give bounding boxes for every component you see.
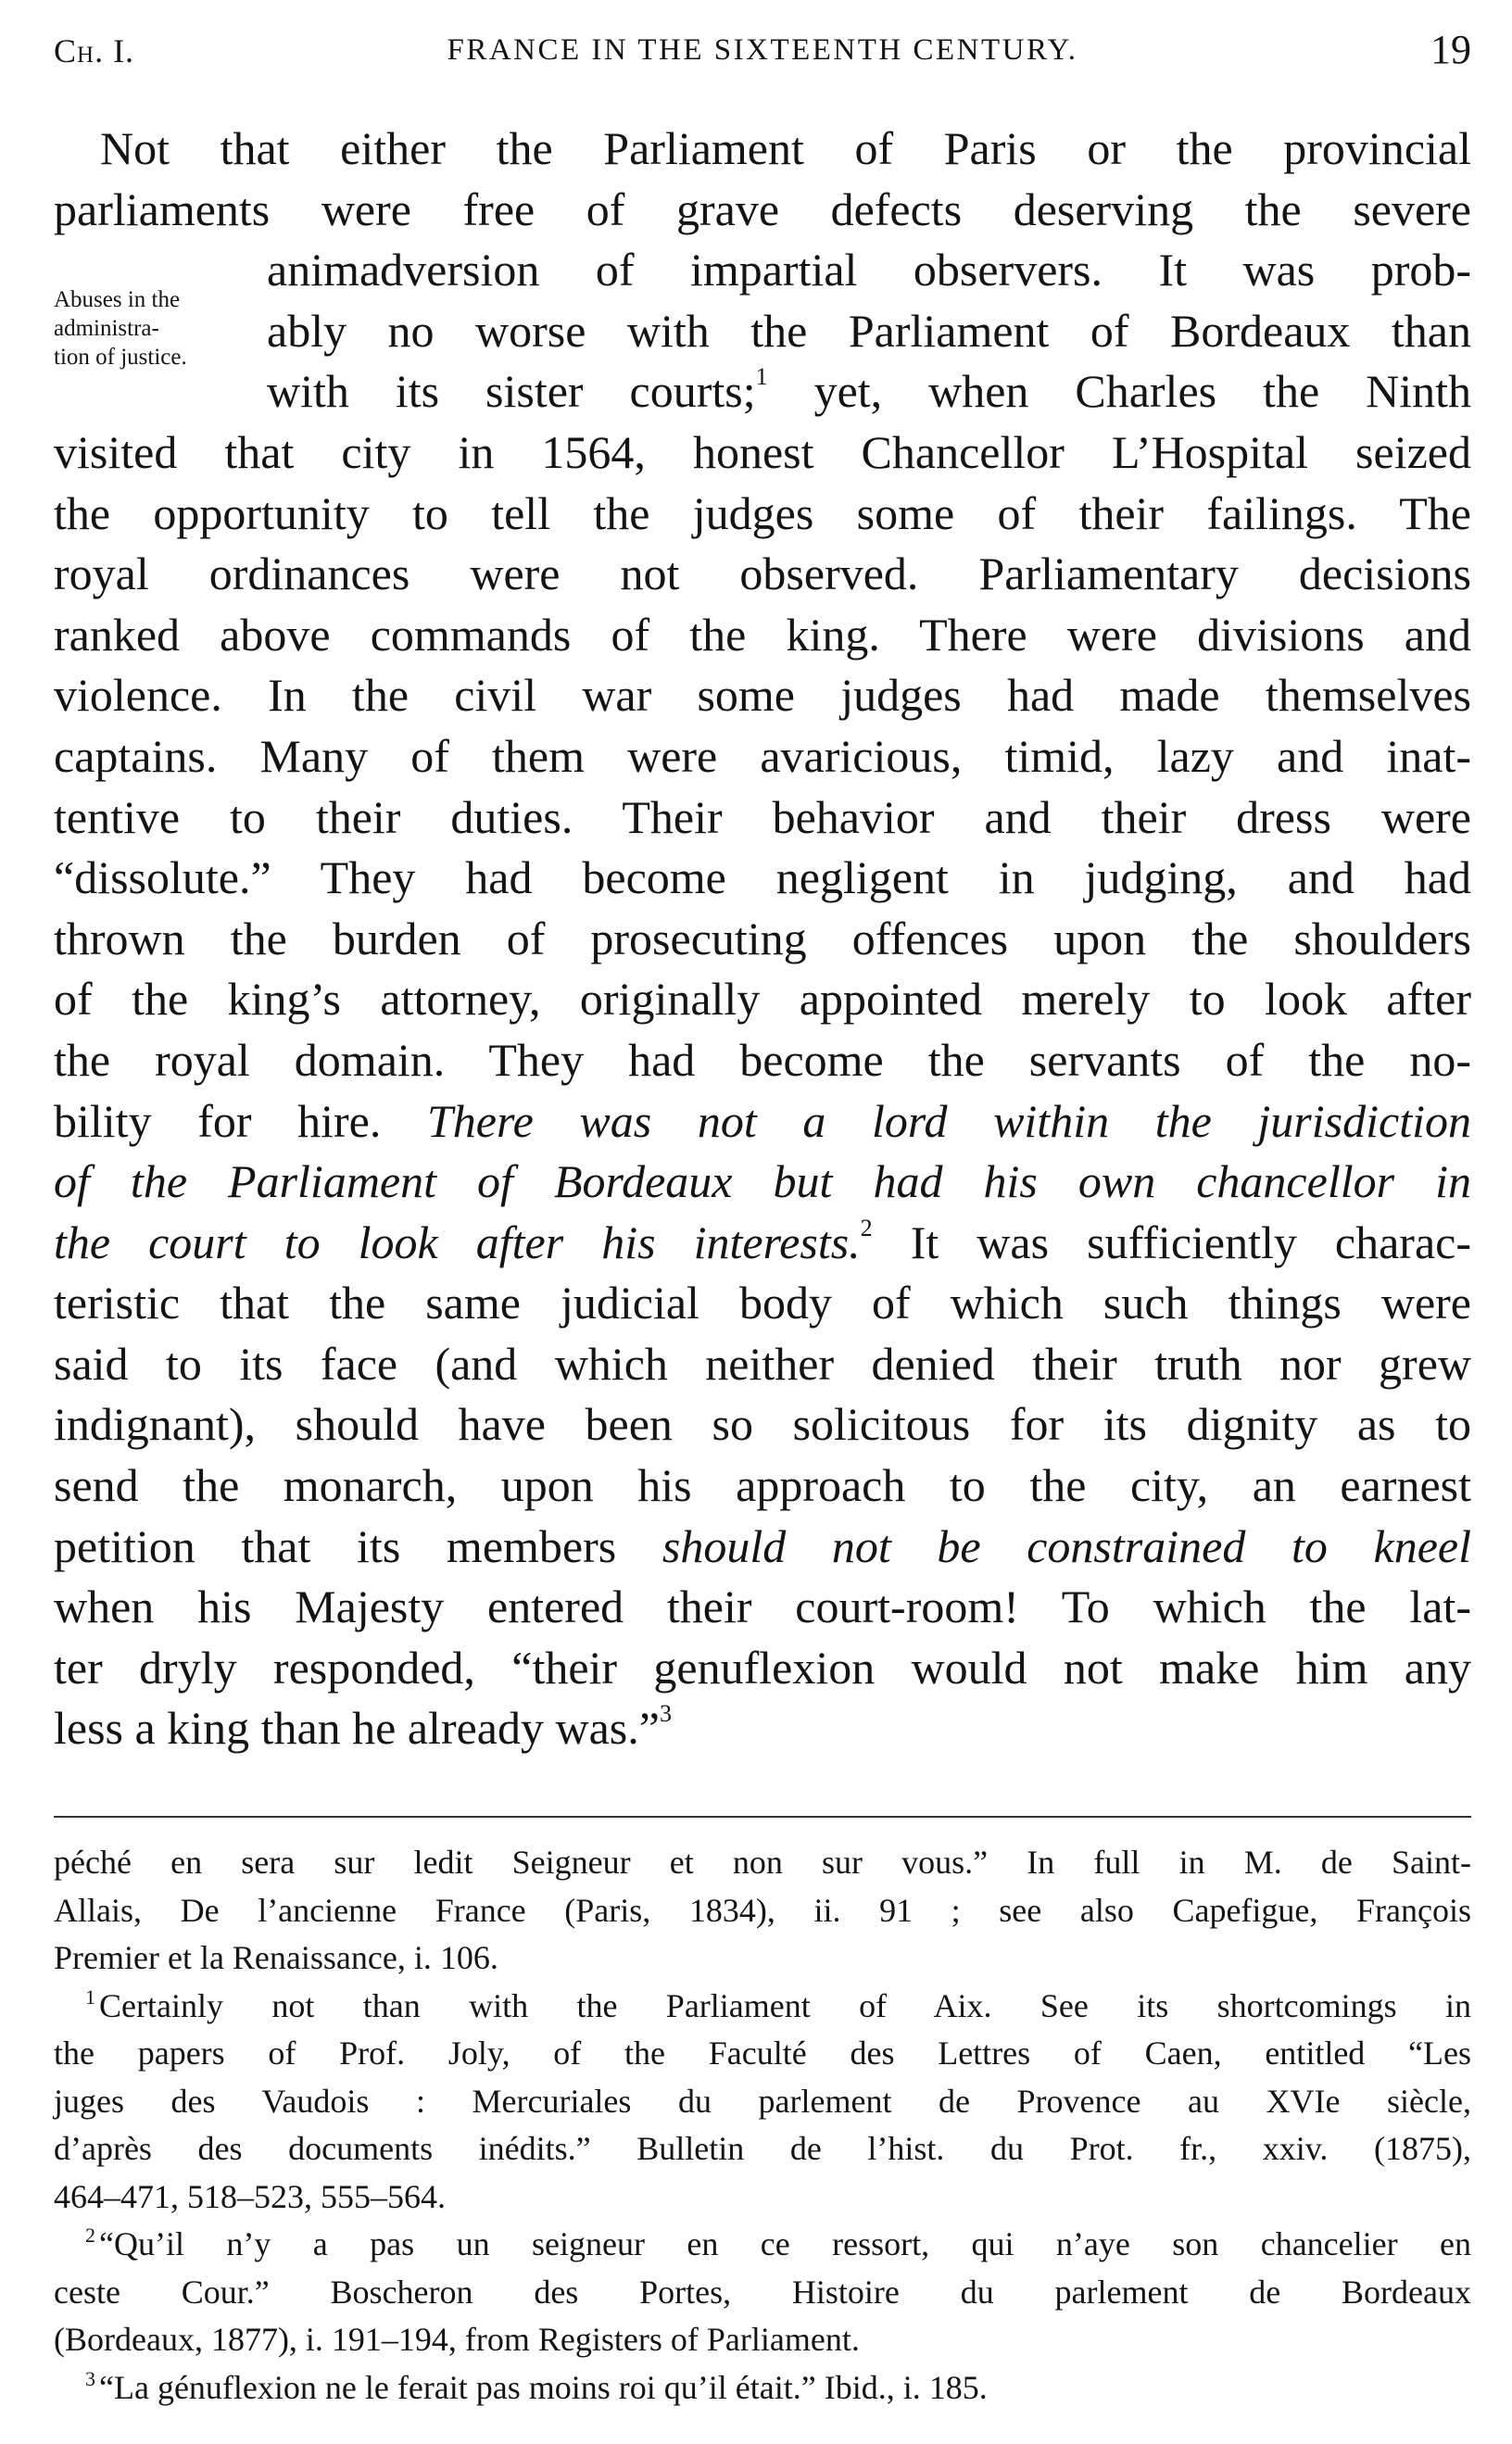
text-fragment: with its sister courts; — [267, 365, 756, 418]
text-line: “dissolute.” They had become negligent in judging, and had — [54, 851, 1471, 904]
text-line: violence. In the civil war some judges had made themselves — [54, 669, 1471, 722]
text-line — [54, 1091, 1471, 1153]
text-line: captains. Many of them were avaricious, timid, lazy and inat- — [54, 729, 1471, 782]
chapter-label: Ch. I. — [54, 32, 135, 69]
italic-fragment: the court to look after his interests. — [54, 1216, 861, 1268]
footnote-line: ceste Cour.” Boscheron des Portes, Histoire du parlement de Bordeaux — [54, 2273, 1471, 2311]
text-line: of the Parliament of Bordeaux but had his own chancellor in — [54, 1155, 1471, 1208]
footnote-marker: 2 — [85, 2224, 95, 2247]
text-line: ably no worse with the Parliament of Bordeaux than — [267, 304, 1471, 357]
text-line: ranked above commands of the king. There were divisions and — [54, 608, 1471, 661]
footnote-ref: 1 — [755, 363, 768, 391]
footnote-line: péché en sera sur ledit Seigneur et non sur vous.” In full in M. de Saint- — [54, 1844, 1471, 1881]
text-fragment: less a king than he already was.” — [54, 1702, 660, 1755]
text-line: the royal domain. They had become the servants of the no- — [54, 1033, 1471, 1086]
footnote-ref: 3 — [659, 1700, 672, 1728]
marginal-note-line: administra- — [54, 316, 159, 341]
text-fragment: It was sufficiently charac- — [872, 1216, 1471, 1268]
text-line: when his Majesty entered their court-room! To which the lat- — [54, 1581, 1471, 1633]
page-number: 19 — [1430, 27, 1471, 72]
text-line: the opportunity to tell the judges some of their failings. The — [54, 486, 1471, 539]
footnotes — [54, 1839, 1471, 2412]
footnote-marker: 3 — [85, 2366, 95, 2390]
text-line: teristic that the same judicial body of which such things were — [54, 1277, 1471, 1329]
text-line — [54, 1517, 1471, 1578]
footnote-text: Certainly not than with the Parliament of Aix. See its shortcomings in — [99, 1986, 1471, 2024]
footnote-text: “La génuflexion ne le ferait pas moins roi qu’il était.” Ibid., i. 185. — [99, 2368, 988, 2406]
running-head — [54, 26, 1471, 72]
text-line: Not that either the Parliament of Paris or the provincial — [100, 122, 1471, 174]
footnote-line: Premier et la Renaissance, i. 106. — [54, 1939, 498, 1976]
text-fragment: yet, when Charles the Ninth — [767, 365, 1471, 418]
text-line — [54, 1213, 1471, 1274]
footnote-line: juges des Vaudois : Mercuriales du parlement de Provence au XVIe siècle, — [54, 2082, 1471, 2120]
text-fragment: petition that its members — [54, 1519, 662, 1572]
text-line — [54, 361, 1471, 422]
text-line: of the king’s attorney, originally appointed merely to look after — [54, 973, 1471, 1026]
main-text — [54, 119, 1471, 1759]
text-line: tentive to their duties. Their behavior and their dress were — [54, 790, 1471, 843]
text-line: said to its face (and which neither denied their truth nor grew — [54, 1337, 1471, 1390]
footnote-3 — [54, 2364, 1471, 2413]
text-line: thrown the burden of prosecuting offences upon the shoulders — [54, 912, 1471, 964]
text-line: send the monarch, upon his approach to the city, an earnest — [54, 1459, 1471, 1512]
text-line: ter dryly responded, “their genuflexion would not make him any — [54, 1641, 1471, 1694]
footnote-line: Allais, De l’ancienne France (Paris, 1834), ii. 91 ; see also Capefigue, François — [54, 1891, 1471, 1929]
footnote-line: 464–471, 518–523, 555–564. — [54, 2177, 446, 2215]
text-line: animadversion of impartial observers. It was prob- — [267, 244, 1471, 296]
footnote-line: (Bordeaux, 1877), i. 191–194, from Registers of Parliament. — [54, 2321, 860, 2358]
footnote-ref: 2 — [860, 1214, 873, 1241]
footnote-1 — [54, 1983, 1471, 2031]
text-line: indignant), should have been so solicitous for its dignity as to — [54, 1398, 1471, 1451]
text-fragment: bility for hire. — [54, 1094, 427, 1147]
text-line: parliaments were free of grave defects deserving the severe — [54, 183, 1471, 235]
footnote-line: the papers of Prof. Joly, of the Faculté des Lettres of Caen, entitled “Les — [54, 2035, 1471, 2072]
italic-fragment: should not be constrained to kneel — [662, 1519, 1471, 1572]
marginal-note-line: Abuses in the — [54, 287, 181, 312]
text-line — [54, 1698, 1471, 1759]
footnote-marker: 1 — [85, 1984, 95, 2009]
footnote-2 — [54, 2221, 1471, 2269]
footnote-rule — [54, 1816, 1471, 1818]
marginal-note-line: tion of justice. — [54, 345, 187, 370]
running-title: FRANCE IN THE SIXTEENTH CENTURY. — [447, 33, 1078, 67]
text-line: royal ordinances were not observed. Parliamentary decisions — [54, 548, 1471, 600]
footnote-line: d’après des documents inédits.” Bulletin de l’hist. du Prot. fr., xxiv. (1875), — [54, 2130, 1471, 2167]
footnote-text: “Qu’il n’y a pas un seigneur en ce ressort, qui n’aye son chancelier en — [99, 2225, 1471, 2262]
text-line: visited that city in 1564, honest Chancellor L’Hospital seized — [54, 425, 1471, 478]
italic-fragment: There was not a lord within the jurisdiction — [426, 1094, 1471, 1147]
